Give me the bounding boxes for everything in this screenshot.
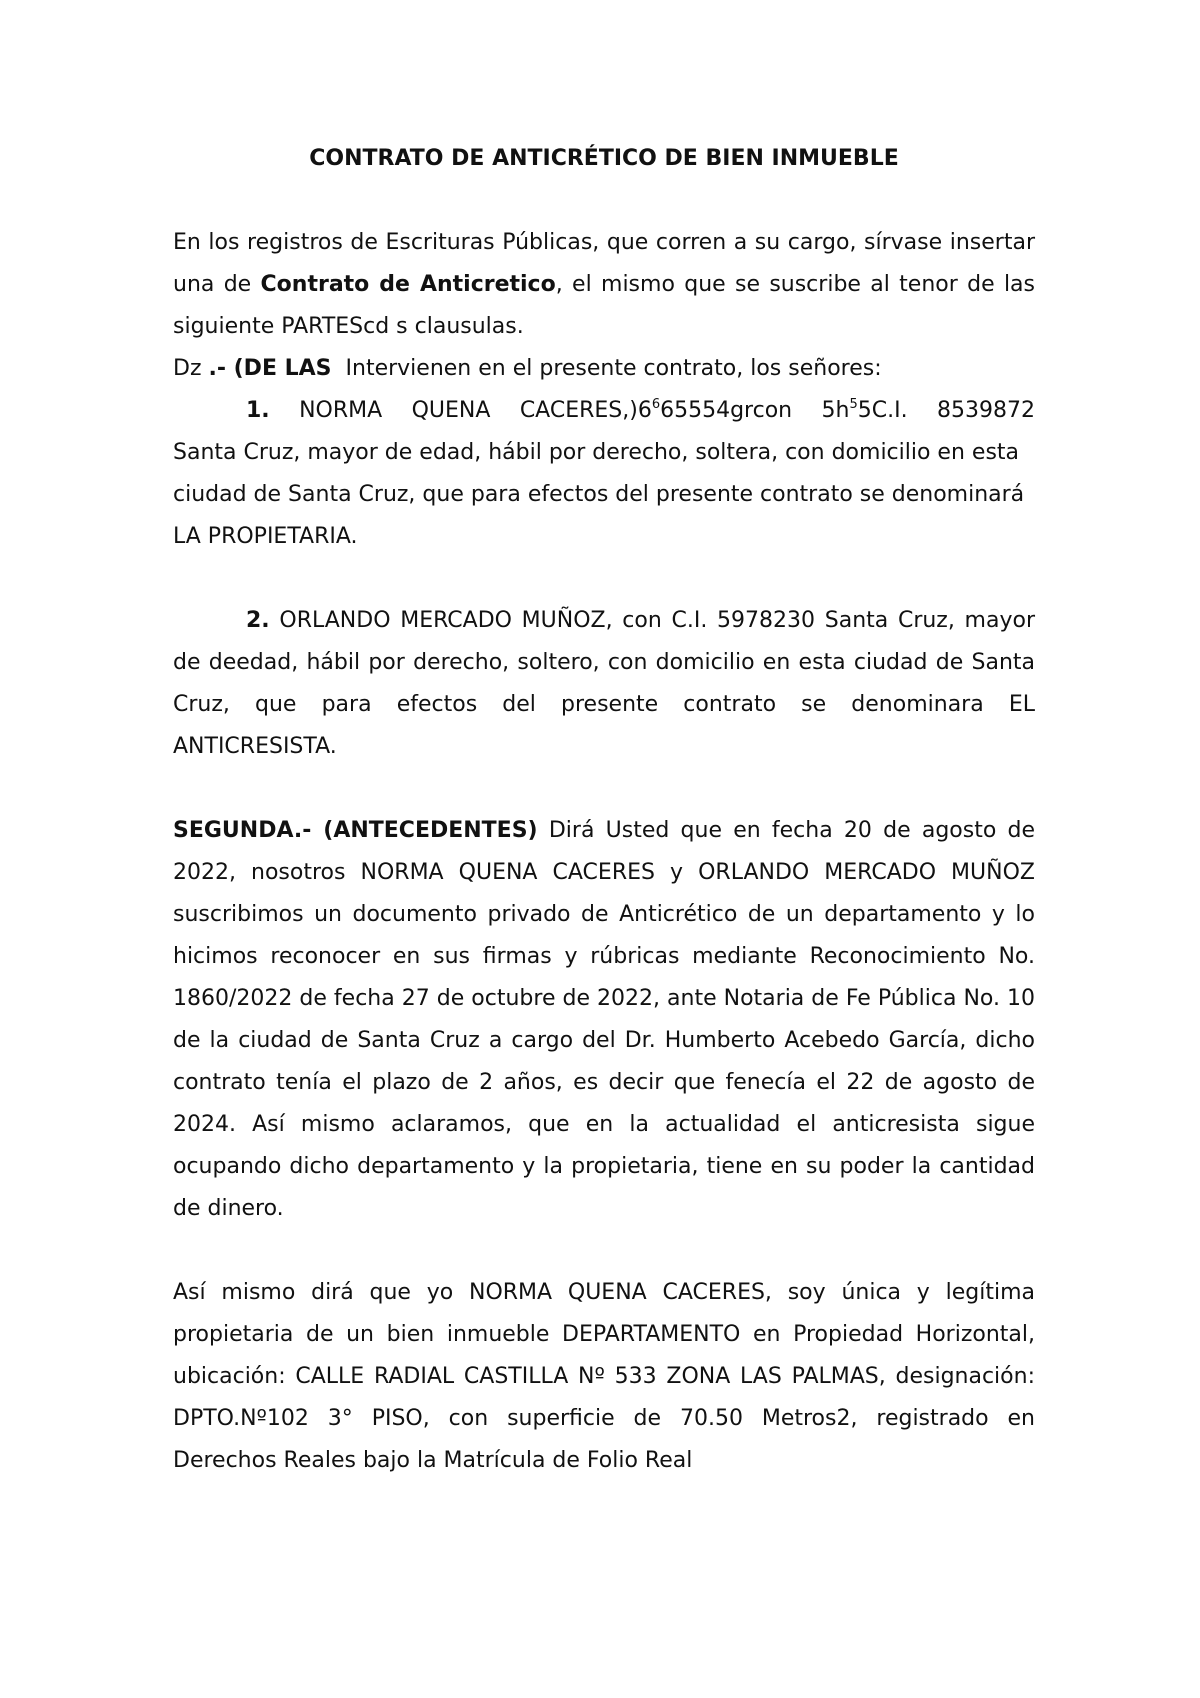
- first-clause-text: Intervienen en el presente contrato, los señores:: [331, 356, 882, 381]
- party1-name-part2: 65554grcon 5h: [660, 398, 850, 423]
- party1-name-part1: NORMA QUENA CACERES,)6: [269, 398, 652, 423]
- first-clause-prefix: Dz: [173, 356, 209, 381]
- intro-bold-contract: Contrato de Anticretico: [260, 272, 556, 297]
- party2-paragraph: [173, 600, 1035, 768]
- party1-number: 1.: [246, 398, 270, 423]
- spacer: [173, 1230, 1035, 1272]
- second-clause-paragraph: [173, 810, 1035, 1230]
- intro-text-1: En los registros de Escrituras Públicas, que corren a su cargo, sírvase insertar una de: [173, 230, 1035, 297]
- spacer: [173, 768, 1035, 810]
- first-clause-heading: [173, 348, 1035, 390]
- party1-line: [173, 390, 1035, 432]
- party1-rest: Santa Cruz, mayor de edad, hábil por derecho, soltera, con domicilio en esta ciudad de Santa Cruz, que para efectos del presente contrato se denominará LA PROPIETARIA.: [173, 440, 1025, 549]
- intro-paragraph: [173, 222, 1035, 348]
- first-clause-bold: .- (DE LAS: [208, 356, 332, 381]
- second-clause-text: Dirá Usted que en fecha 20 de agosto de 2022, nosotros NORMA QUENA CACERES y ORLANDO MERCADO MUÑOZ suscribimos un documento privado de Anticrético de un departamento y lo hicimos reconocer en sus firmas y rúbricas mediante Reconocimiento No. 1860/2022 de fecha 27 de octubre de 2022, ante Notaria de Fe Pública No. 10 de la ciudad de Santa Cruz a cargo del Dr. Humberto Acebedo García, dicho contrato tenía el plazo de 2 años, es decir que fenecía el 22 de agosto de 2024. Así mismo aclaramos, que en la actualidad el anticresista sigue ocupando dicho departamento y la propietaria, tiene en su poder la cantidad de dinero.: [173, 818, 1036, 1221]
- second-clause-heading: SEGUNDA.- (ANTECEDENTES): [173, 818, 538, 843]
- final-paragraph: Así mismo dirá que yo NORMA QUENA CACERES, soy única y legítima propietaria de un bien inmueble DEPARTAMENTO en Propiedad Horizontal, ubicación: CALLE RADIAL CASTILLA Nº 533 ZONA LAS PALMAS, designación: DPTO.Nº102 3° PISO, con superficie de 70.50 Metros2, registrado en Derechos Reales bajo la Matrícula de Folio Real: [173, 1280, 1035, 1473]
- document-page: [173, 138, 1035, 1482]
- party2-number: 2.: [246, 608, 270, 633]
- party2-text: ORLANDO MERCADO MUÑOZ, con C.I. 5978230 Santa Cruz, mayor de deedad, hábil por derecho, soltero, con domicilio en esta ciudad de Santa Cruz, que para efectos del presente contrato se denominara EL ANTICRESISTA.: [173, 608, 1035, 759]
- party1-sup1: 6: [651, 397, 661, 412]
- spacer: [173, 558, 1035, 600]
- intro-text-2: , el mismo que se suscribe al tenor de las siguiente PARTEScd s clausulas.: [173, 272, 1035, 339]
- party1-name-part3: 5C.I. 8539872: [857, 398, 1035, 423]
- party1-sup2: 5: [849, 397, 858, 412]
- document-title: CONTRATO DE ANTICRÉTICO DE BIEN INMUEBLE: [309, 146, 899, 171]
